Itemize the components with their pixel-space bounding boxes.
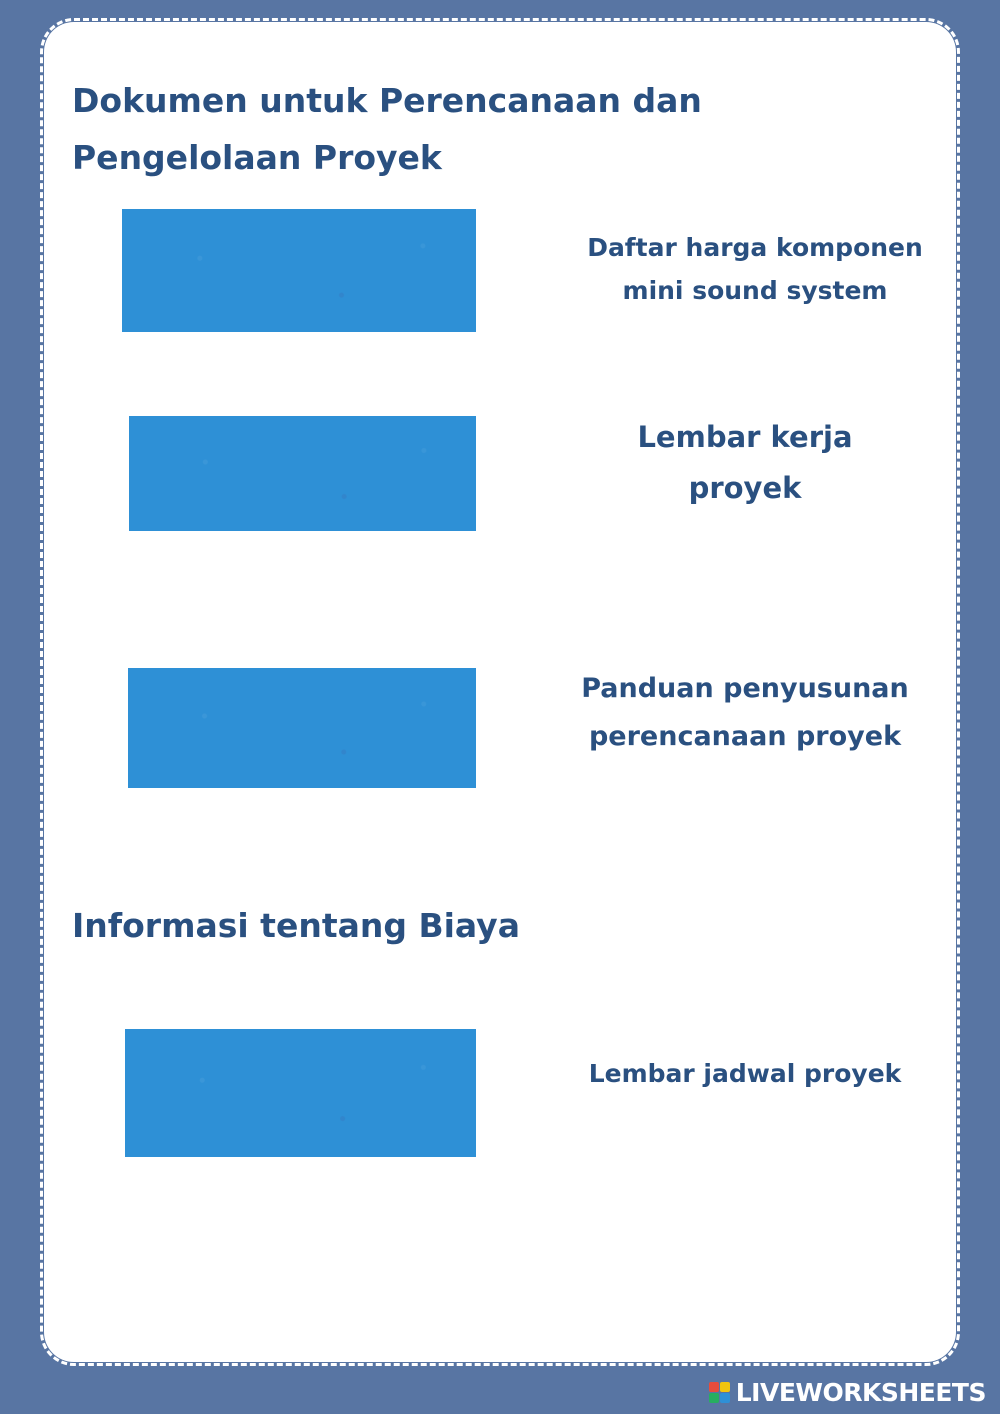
answer-label-4-line1: Lembar jadwal proyek [588,1059,902,1088]
drop-zone-3[interactable] [128,668,476,788]
logo-square-e [720,1393,730,1403]
section-title: Informasi tentang Biaya [72,906,520,945]
answer-label-2-line1: Lembar kerja [637,420,853,454]
brand-text: LIVEWORKSHEETS [735,1377,986,1407]
logo-square-l [709,1382,719,1392]
answer-label-1-line2: mini sound system [622,276,888,305]
worksheet-title [72,72,772,186]
liveworksheets-logo-icon [709,1382,730,1403]
answer-label-2-line2: proyek [688,471,802,505]
answer-label-1[interactable] [565,226,945,312]
worksheet-title-line1: Dokumen untuk Perencanaan dan [72,81,702,120]
logo-square-v [709,1393,719,1403]
drop-zone-4[interactable] [125,1029,476,1157]
answer-label-3-line1: Panduan penyusunan [581,673,909,704]
answer-label-3[interactable] [555,665,935,761]
answer-label-2[interactable] [595,412,895,514]
answer-label-4[interactable] [565,1054,925,1094]
logo-square-i [720,1382,730,1392]
liveworksheets-brand[interactable] [709,1376,986,1408]
answer-label-1-line1: Daftar harga komponen [587,233,923,262]
drop-zone-1[interactable] [122,209,476,332]
answer-label-3-line2: perencanaan proyek [588,721,902,752]
drop-zone-2[interactable] [129,416,476,531]
worksheet-title-line2: Pengelolaan Proyek [72,138,442,177]
